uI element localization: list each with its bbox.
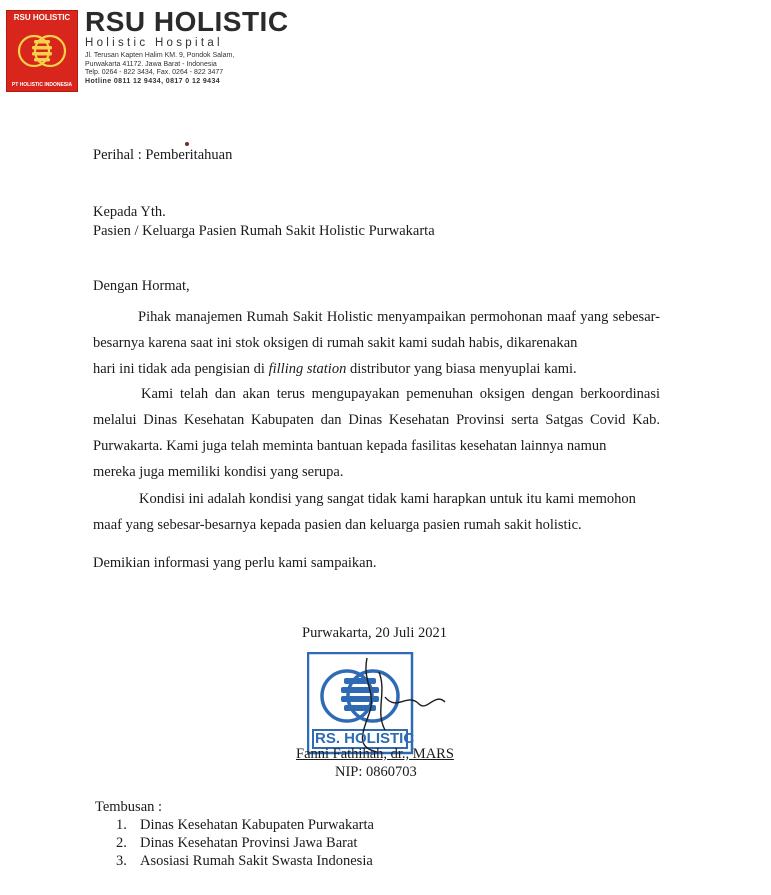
paragraph-1-tail: hari ini tidak ada pengisian di bbox=[93, 361, 269, 377]
logo-top-text: RSU HOLISTIC bbox=[13, 13, 71, 22]
paragraph-1-text: Pihak manajemen Rumah Sakit Holistic menyampaikan permohonan maaf yang sebesar-besarnya karena saat ini stok oksigen di rumah sakit kami sudah habis, dikarenakan bbox=[93, 309, 660, 351]
list-item bbox=[116, 852, 374, 870]
paragraph-1 bbox=[93, 304, 660, 356]
paragraph-2 bbox=[93, 381, 660, 459]
cc-number: 2. bbox=[116, 835, 127, 851]
place-date: Purwakarta, 20 Juli 2021 bbox=[302, 625, 447, 641]
hospital-name: RSU HOLISTIC bbox=[85, 6, 289, 37]
paragraph-3-line-1: Kondisi ini adalah kondisi yang sangat tidak kami harapkan untuk itu kami memohon bbox=[139, 491, 636, 507]
cc-recipient: Asosiasi Rumah Sakit Swasta Indonesia bbox=[140, 853, 373, 869]
hospital-logo bbox=[6, 10, 78, 92]
cc-list bbox=[116, 816, 374, 870]
closing-line: Demikian informasi yang perlu kami sampaikan. bbox=[93, 555, 377, 571]
subject-line: Perihal : Pemberitahuan bbox=[93, 147, 233, 163]
address-line-2: Purwakarta 41172. Jawa Barat - Indonesia bbox=[85, 60, 217, 68]
list-item bbox=[116, 834, 374, 852]
paragraph-2-last-line: mereka juga memiliki kondisi yang serupa. bbox=[93, 464, 344, 480]
hospital-subtitle: Holistic Hospital bbox=[85, 37, 223, 49]
cc-title: Tembusan : bbox=[95, 799, 163, 815]
cc-number: 1. bbox=[116, 817, 127, 833]
cc-number: 3. bbox=[116, 853, 127, 869]
signer-nip: NIP: 0860703 bbox=[335, 764, 417, 780]
cc-recipient: Dinas Kesehatan Kabupaten Purwakarta bbox=[140, 817, 374, 833]
paragraph-3-line-2: maaf yang sebesar-besarnya kepada pasien dan keluarga pasien rumah sakit holistic. bbox=[93, 517, 582, 533]
filling-station-term: filling station bbox=[268, 361, 347, 377]
stamp-label: RS. HOLISTIC bbox=[315, 730, 415, 747]
salutation: Dengan Hormat, bbox=[93, 278, 190, 294]
paragraph-1-end: distributor yang biasa menyuplai kami. bbox=[346, 361, 577, 377]
hotline-line: Hotline 0811 12 9434, 0817 0 12 9434 bbox=[85, 77, 221, 85]
hospital-address bbox=[85, 52, 289, 86]
paragraph-2-text: Kami telah dan akan terus mengupayakan pemenuhan oksigen dengan berkoordinasi melalui Dinas Kesehatan Kabupaten dan Dinas Kesehatan Provinsi serta Satgas Covid Kab. Purwakarta. Kami juga telah meminta bantuan kepada fasilitas kesehatan lainnya namun bbox=[93, 386, 660, 454]
paragraph-1-last-line bbox=[93, 356, 577, 382]
recipient-line-1: Kepada Yth. bbox=[93, 204, 166, 220]
ink-mark bbox=[185, 142, 189, 146]
logo-emblem bbox=[15, 27, 69, 75]
recipient-line-2: Pasien / Keluarga Pasien Rumah Sakit Holistic Purwakarta bbox=[93, 223, 435, 239]
phone-line: Telp. 0264 - 822 3434, Fax. 0264 - 822 3477 bbox=[85, 69, 224, 76]
letterhead bbox=[85, 8, 289, 86]
signer-name: Fanni Fathihah, dr., MARS bbox=[296, 746, 454, 762]
cc-recipient: Dinas Kesehatan Provinsi Jawa Barat bbox=[140, 835, 358, 851]
list-item bbox=[116, 816, 374, 834]
logo-bottom-text: PT HOLISTIC INDONESIA bbox=[11, 82, 73, 88]
address-line-1: Jl. Terusan Kapten Halim KM. 9, Pondok Salam, bbox=[85, 52, 235, 59]
